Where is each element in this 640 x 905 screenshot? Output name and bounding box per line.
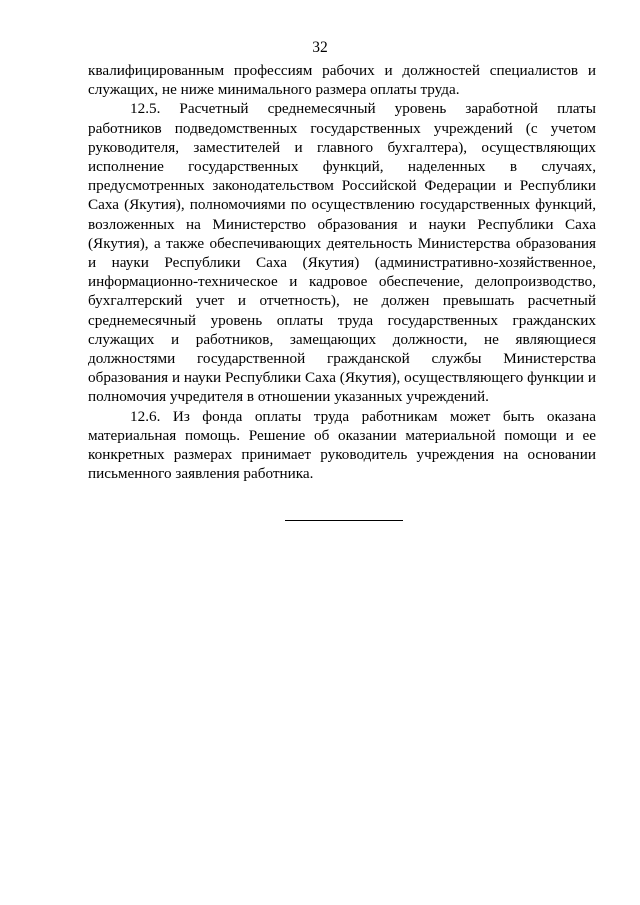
document-body — [88, 61, 596, 483]
end-separator-line — [285, 520, 403, 521]
paragraph-continuation: квалифицированным профессиям рабочих и должностей специалистов и служащих, не ниже минимального размера оплаты труда. — [88, 62, 596, 99]
page-number: 32 — [312, 39, 328, 56]
paragraph-12-6: 12.6. Из фонда оплаты труда работникам может быть оказана материальная помощь. Решение об оказании материальной помощи и ее конкретных размерах принимает руководитель учреждения на основании письменного заявления работника. — [88, 407, 596, 483]
paragraph-12-5: 12.5. Расчетный среднемесячный уровень заработной платы работников подведомственных государственных учреждений (с учетом руководителя, заместителей и главного бухгалтера), осуществляющих исполнение государственных функций, наделенных в случаях, предусмотренных законодательством Российской Федерации и Республики Саха (Якутия), полномочиями по осуществлению государственных функций, возложенных на Министерство образования и науки Республики Саха (Якутия), а также обеспечивающих деятельность Министерства образования и науки Республики Саха (Якутия) (административно-хозяйственное, информационно-техническое и кадровое обеспечение, делопроизводство, бухгалтерский учет и отчетность), не должен превышать расчетный среднемесячный уровень оплаты труда государственных гражданских служащих и работников, замещающих должности, не являющиеся должностями государственной гражданской службы Министерства образования и науки Республики Саха (Якутия), осуществляющего функции и полномочия учредителя в отношении указанных учреждений. — [88, 100, 596, 406]
